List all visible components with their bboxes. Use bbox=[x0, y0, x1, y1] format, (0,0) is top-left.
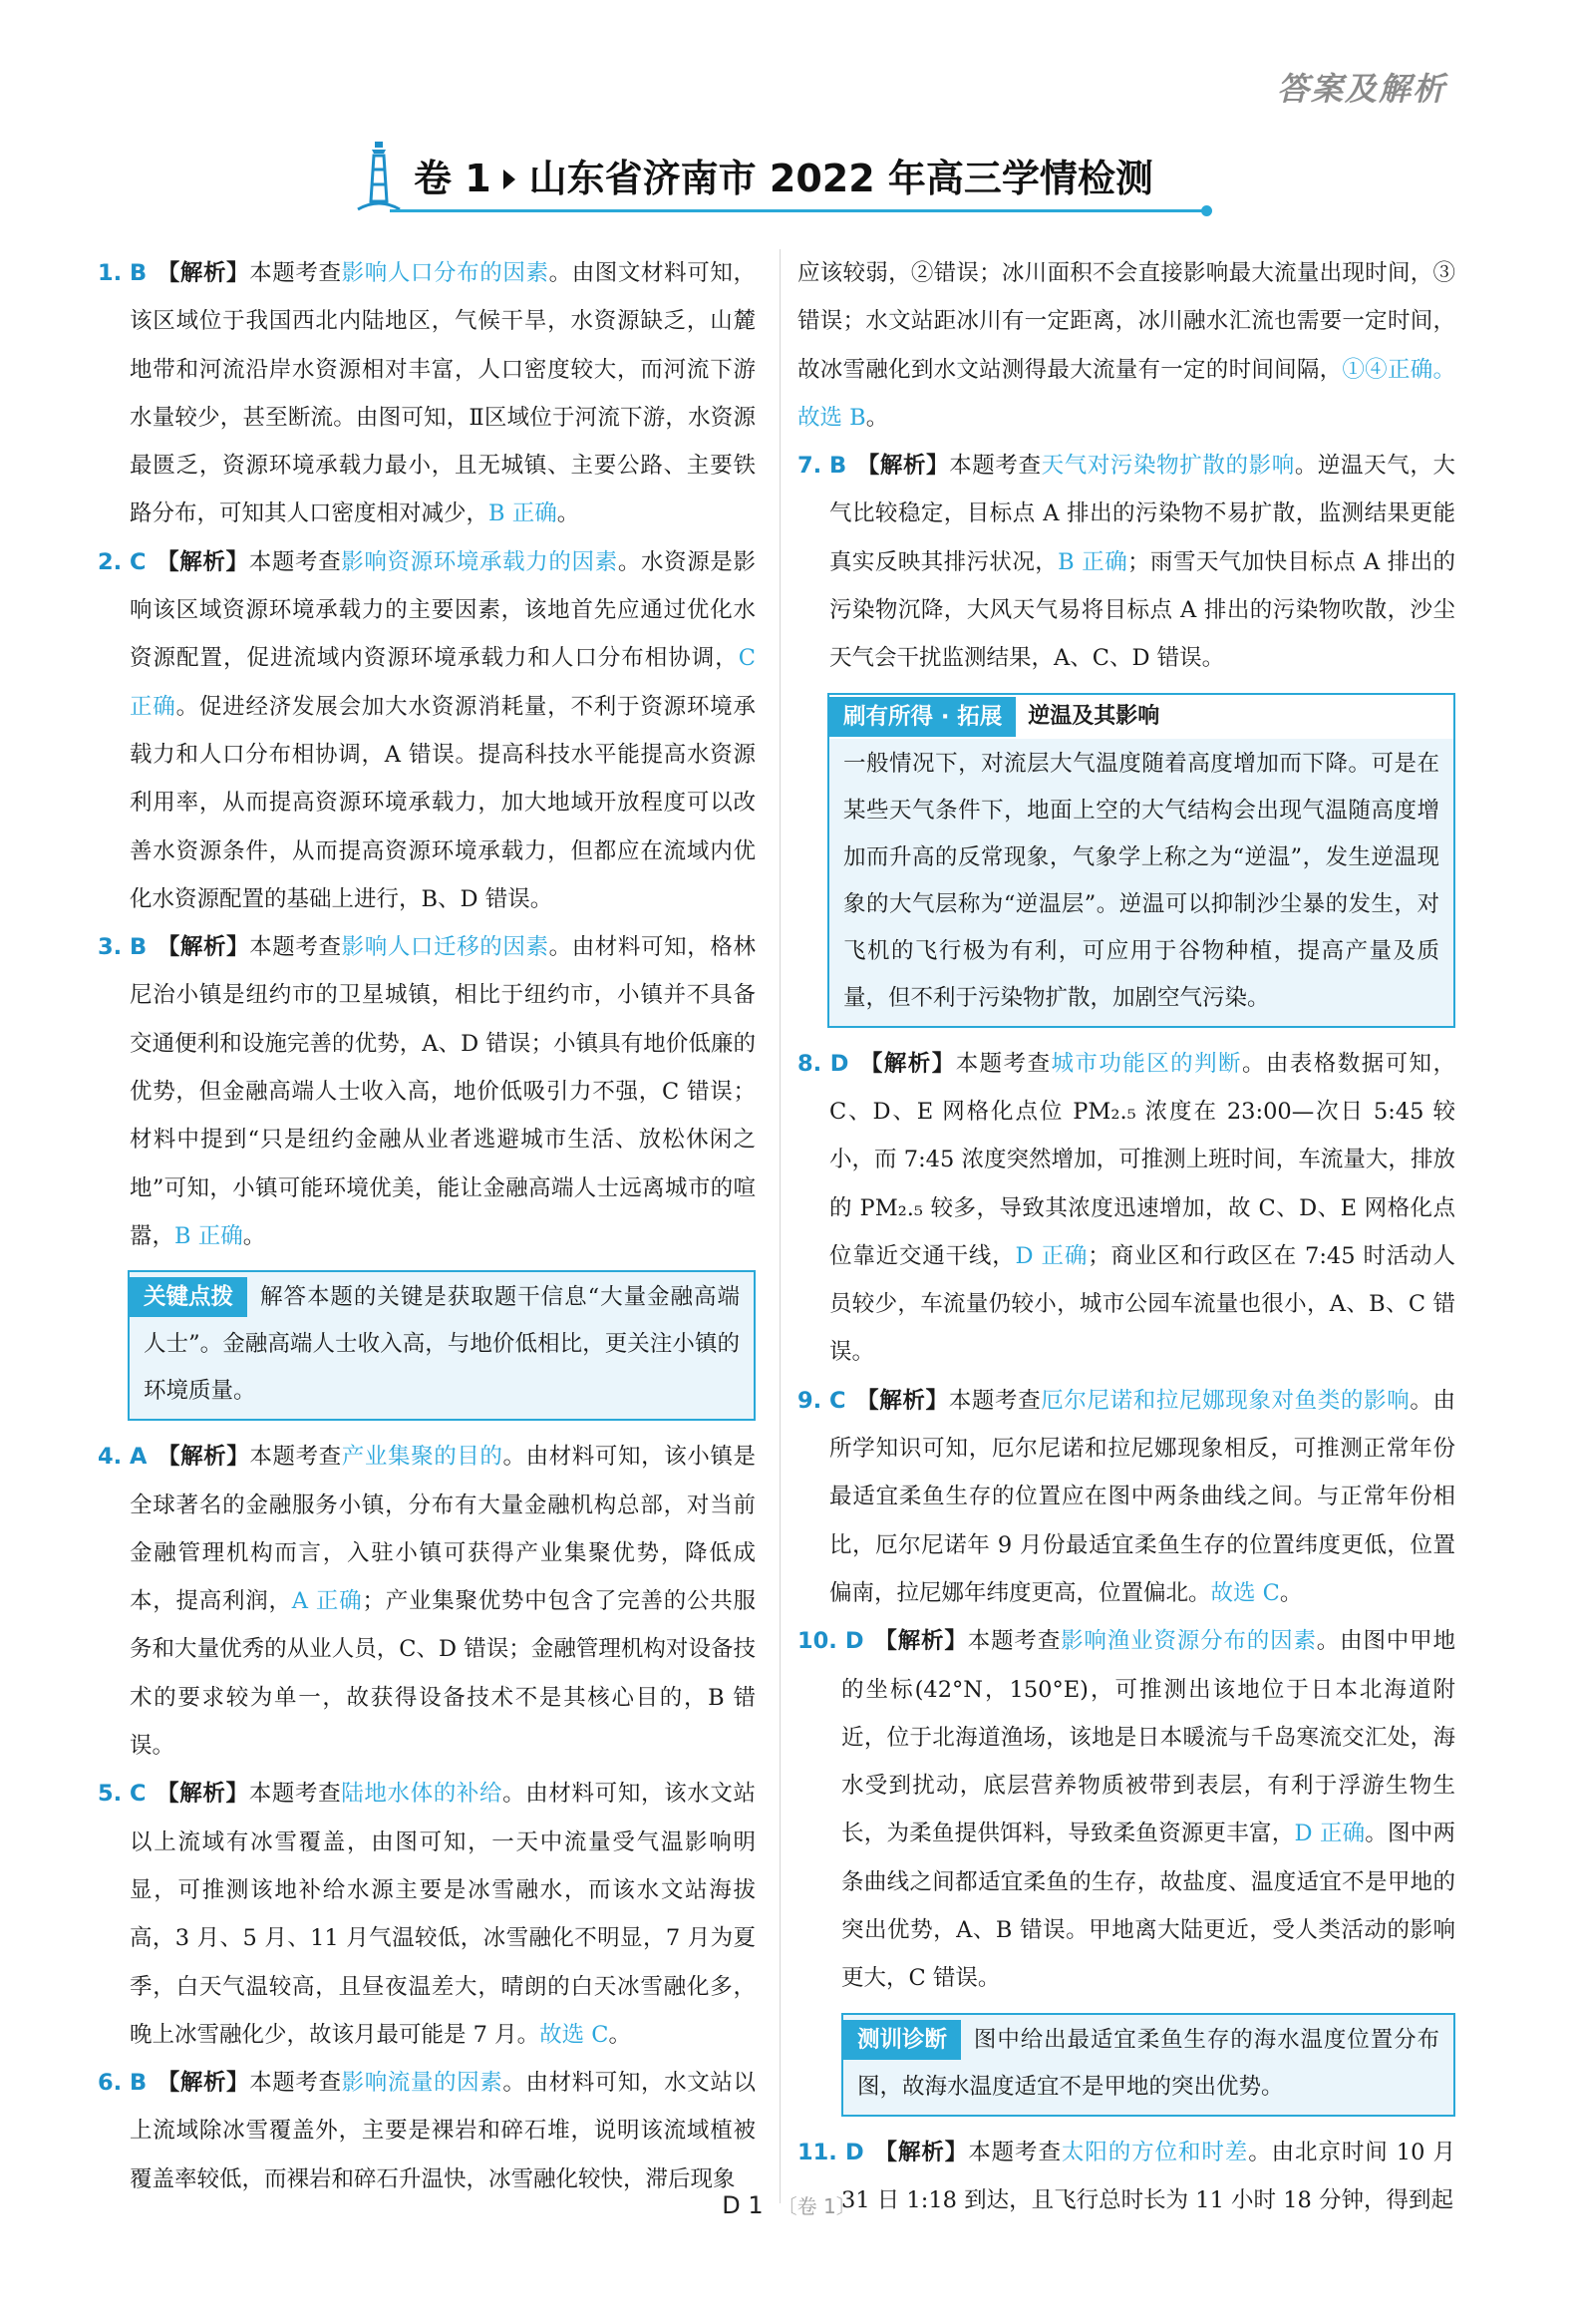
title-banner bbox=[354, 140, 1211, 221]
answer-item-1: 1. B 【解析】本题考查影响人口分布的因素。由图文材料可知，该区域位于我国西北内陆地区，气候干旱，水资源缺乏，山麓地带和河流沿岸水资源相对丰富，人口密度较大，而河流下游水量较少，甚至断流。由图可知，Ⅱ区域位于河流下游，水资源最匮乏，资源环境承载力最小，且无城镇、主要公路、主要铁路分布，可知其人口密度相对减少，B 正确。 bbox=[98, 260, 756, 527]
answer-item-6: 6. B 【解析】本题考查影响流量的因素。由材料可知，水文站以上流域除冰雪覆盖外，主要是裸岩和碎石堆，说明该流域植被覆盖率较低，而裸岩和碎石升温快，冰雪融化较快，滞后现象 bbox=[98, 2070, 756, 2192]
answer-item-5: 5. C 【解析】本题考查陆地水体的补给。由材料可知，该水文站以上流域有冰雪覆盖，由图可知，一天中流量受气温影响明显，可推测该地补给水源主要是冰雪融水，而该水文站海拔高，3 月、5 月、11 月气温较低，冰雪融化不明显，7 月为夏季，白天气温较高，且昼夜温差大，晴朗的白天冰雪融化多，晚上冰雪融化少，故该月最可能是 7 月。故选 C。 bbox=[98, 1781, 756, 2048]
key-point-badge: 关键点拨 bbox=[130, 1277, 247, 1317]
page-title: 卷 1 山东省济南市 2022 年高三学情检测 bbox=[414, 157, 1153, 200]
key-point-box: 关键点拨 解答本题的关键是获取题干信息“大量金融高端人士”。金融高端人士收入高，与地价低相比，更关注小镇的环境质量。 bbox=[128, 1270, 756, 1421]
column-divider bbox=[780, 249, 781, 2203]
left-column bbox=[98, 249, 756, 2203]
right-column bbox=[797, 249, 1455, 2224]
answer-item-11: 11. D 【解析】本题考查太阳的方位和时差。由北京时间 10 月 31 日 1:18 到达，且飞行总时长为 11 小时 18 分钟，得到起 bbox=[797, 2139, 1455, 2213]
answer-item-2: 2. C 【解析】本题考查影响资源环境承载力的因素。水资源是影响该区域资源环境承载力的主要因素，该地首先应通过优化水资源配置，促进流域内资源环境承载力和人口分布相协调，C 正确。促进经济发展会加大水资源消耗量，不利于资源环境承载力和人口分布相协调，A 错误。提高科技水平能提高水资源利用率，从而提高资源环境承载力，加大地域开放程度可以改善水资源条件，从而提高资源环境承载力，但都应在流域内优化水资源配置的基础上进行，B、D 错误。 bbox=[98, 548, 756, 912]
answer-item-8: 8. D 【解析】本题考查城市功能区的判断。由表格数据可知，C、D、E 网格化点位 PM₂.₅ 浓度在 23:00—次日 5:45 较小，而 7:45 浓度突然增加，可推测上班时间，车流量大，排放的 PM₂.₅ 较多，导致其浓度迅速增加，故 C、D、E 网格化点位靠近交通干线，D 正确；商业区和行政区在 7:45 时活动人员较少，车流量仍较小，城市公园车流量也很小，A、B、C 错误。 bbox=[797, 1050, 1455, 1366]
diagnosis-badge: 测训诊断 bbox=[843, 2020, 961, 2060]
answer-item-7: 7. B 【解析】本题考查天气对污染物扩散的影响。逆温天气，大气比较稳定，目标点 A 排出的污染物不易扩散，监测结果更能真实反映其排污状况，B 正确；雨雪天气加快目标点 A 排出的污染物沉降，大风天气易将目标点 A 排出的污染物吹散，沙尘天气会干扰监测结果，A、C、D 错误。 bbox=[797, 453, 1455, 672]
lighthouse-icon bbox=[354, 140, 404, 215]
extension-box bbox=[827, 693, 1455, 1028]
answer-item-3: 3. B 【解析】本题考查影响人口迁移的因素。由材料可知，格林尼治小镇是纽约市的卫星城镇，相比于纽约市，小镇并不具备交通便利和设施完善的优势，A、D 错误；小镇具有地价低廉的优势，但金融高端人士收入高，地价低吸引力不强，C 错误；材料中提到“只是纽约金融从业者逃避城市生活、放松休闲之地”可知，小镇可能环境优美，能让金融高端人士远离城市的喧嚣，B 正确。 bbox=[98, 934, 756, 1249]
extension-text: 一般情况下，对流层大气温度随着高度增加而下降。可是在某些天气条件下，地面上空的大气结构会出现气温随高度增加而升高的反常现象，气象学上称之为“逆温”，发生逆温现象的大气层称为“逆温层”。逆温可以抑制沙尘暴的发生，对飞机的飞行极为有利，可应用于谷物种植，提高产量及质量，但不利于污染物扩散，加剧空气污染。 bbox=[843, 750, 1439, 1011]
title-underline bbox=[390, 209, 1205, 212]
diagnosis-box: 测训诊断 图中给出最适宜柔鱼生存的海水温度位置分布图，故海水温度适宜不是甲地的突出优势。 bbox=[841, 2013, 1455, 2117]
answer-item-4: 4. A 【解析】本题考查产业集聚的目的。由材料可知，该小镇是全球著名的金融服务小镇，分布有大量金融机构总部，对当前金融管理机构而言，入驻小镇可获得产业集聚优势，降低成本，提高利润，A 正确；产业集聚优势中包含了完善的公共服务和大量优秀的从业人员，C、D 错误；金融管理机构对设备技术的要求较为单一，故获得设备技术不是其核心目的，B 错误。 bbox=[98, 1444, 756, 1760]
page-number: D 1 bbox=[722, 2191, 764, 2219]
arrow-icon bbox=[503, 169, 515, 189]
answer-item-9: 9. C 【解析】本题考查厄尔尼诺和拉尼娜现象对鱼类的影响。由所学知识可知，厄尔尼诺和拉尼娜现象相反，可推测正常年份最适宜柔鱼生存的位置应在图中两条曲线之间。与正常年份相比，厄尔尼诺年 9 月份最适宜柔鱼生存的位置纬度更低，位置偏南，拉尼娜年纬度更高，位置偏北。故选 C。 bbox=[797, 1387, 1455, 1606]
extension-heading: 逆温及其影响 bbox=[1028, 704, 1160, 730]
extension-badge: 刷有所得 · 拓展 bbox=[829, 697, 1016, 737]
title-dot bbox=[1201, 205, 1212, 216]
volume-marker: 〔卷 1〕 bbox=[777, 2194, 856, 2218]
answer-item-10: 10. D 【解析】本题考查影响渔业资源分布的因素。由图中甲地的坐标(42°N，150°E)，可推测出该地位于日本北海道附近，位于北海道渔场，该地是日本暖流与千岛寒流交汇处，海水受到扰动，底层营养物质被带到表层，有利于浮游生物生长，为柔鱼提供饵料，导致柔鱼资源更丰富，D 正确。图中两条曲线之间都适宜柔鱼的生存，故盐度、温度适宜不是甲地的突出优势，A、B 错误。甲地离大陆更近，受人类活动的影响更大，C 错误。 bbox=[797, 1628, 1455, 1992]
header-corner-label: 答案及解析 bbox=[1276, 70, 1446, 108]
page-footer bbox=[0, 2190, 1578, 2219]
answer-item-6-continued: 应该较弱，②错误；冰川面积不会直接影响最大流量出现时间，③错误；水文站距冰川有一定距离，冰川融水汇流也需要一定时间，故冰雪融化到水文站测得最大流量有一定的时间间隔，①④正确。故选 B。 bbox=[797, 260, 1455, 431]
